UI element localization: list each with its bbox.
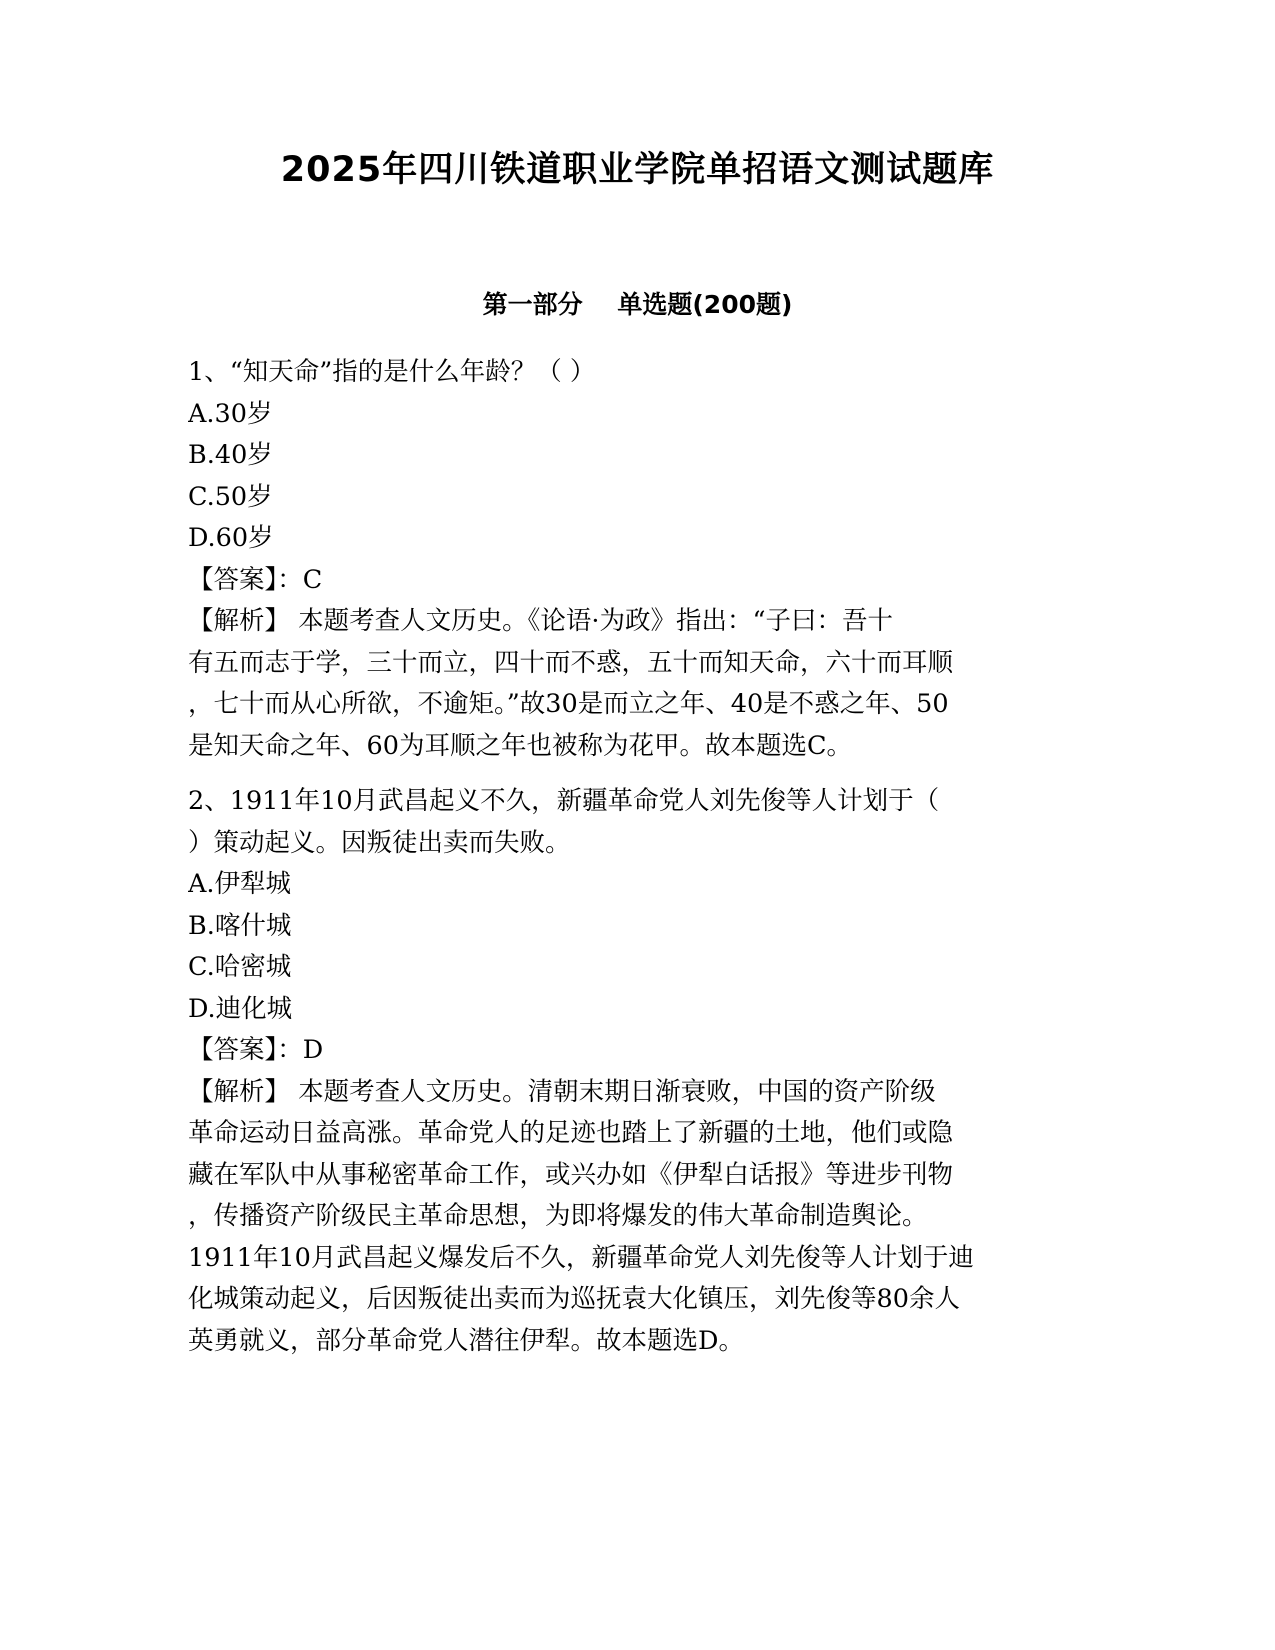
question-1	[188, 352, 1088, 767]
analysis-line: 英勇就义，部分革命党人潜往伊犁。故本题选D。	[188, 1325, 744, 1356]
analysis-line: 革命运动日益高涨。革命党人的足迹也踏上了新疆的土地，他们或隐	[188, 1118, 954, 1148]
analysis-line: ，传播资产阶级民主革命思想，为即将爆发的伟大革命制造舆论。	[188, 1201, 928, 1231]
question-stem: 1、“知天命”指的是什么年龄？（ ）	[188, 357, 596, 387]
analysis-line: 是知天命之年、60为耳顺之年也被称为花甲。故本题选C。	[188, 730, 852, 761]
option-b: B.喀什城	[188, 910, 292, 941]
question-separator	[188, 767, 1088, 781]
option-a: A.伊犁城	[188, 869, 292, 899]
answer-line: 【答案】：C	[188, 564, 323, 595]
option-c: C.哈密城	[188, 952, 292, 982]
document-title: 2025年四川铁道职业学院单招语文测试题库	[280, 150, 995, 190]
analysis-line: 【解析】 本题考查人文历史。清朝末期日渐衰败，中国的资产阶级	[188, 1076, 936, 1107]
analysis-line: 化城策动起义，后因叛徒出卖而为巡抚袁大化镇压，刘先俊等80余人	[188, 1284, 960, 1314]
option-a: A.30岁	[188, 398, 273, 429]
option-b: B.40岁	[188, 440, 273, 470]
question-list	[188, 352, 1088, 1362]
answer-line: 【答案】：D	[188, 1035, 324, 1065]
question-stem-continued: ）策动起义。因叛徒出卖而失败。	[188, 827, 571, 858]
option-d: D.迪化城	[188, 993, 293, 1024]
analysis-line: 有五而志于学，三十而立，四十而不惑，五十而知天命，六十而耳顺	[188, 647, 954, 678]
analysis-line: 藏在军队中从事秘密革命工作，或兴办如《伊犁白话报》等进步刊物	[188, 1159, 954, 1190]
analysis-line: 1911年10月武昌起义爆发后不久，新疆革命党人刘先俊等人计划于迪	[188, 1242, 974, 1273]
section-heading: 第一部分 单选题(200题)	[482, 290, 793, 319]
analysis-line: 【解析】 本题考查人文历史。《论语·为政》指出：“子曰：吾十	[188, 606, 893, 636]
question-2	[188, 781, 1088, 1362]
analysis-line: ，七十而从心所欲，不逾矩。”故30是而立之年、40是不惑之年、50	[188, 689, 949, 719]
question-stem: 2、1911年10月武昌起义不久，新疆革命党人刘先俊等人计划于（	[188, 786, 940, 816]
option-c: C.50岁	[188, 481, 273, 512]
option-d: D.60岁	[188, 523, 274, 553]
